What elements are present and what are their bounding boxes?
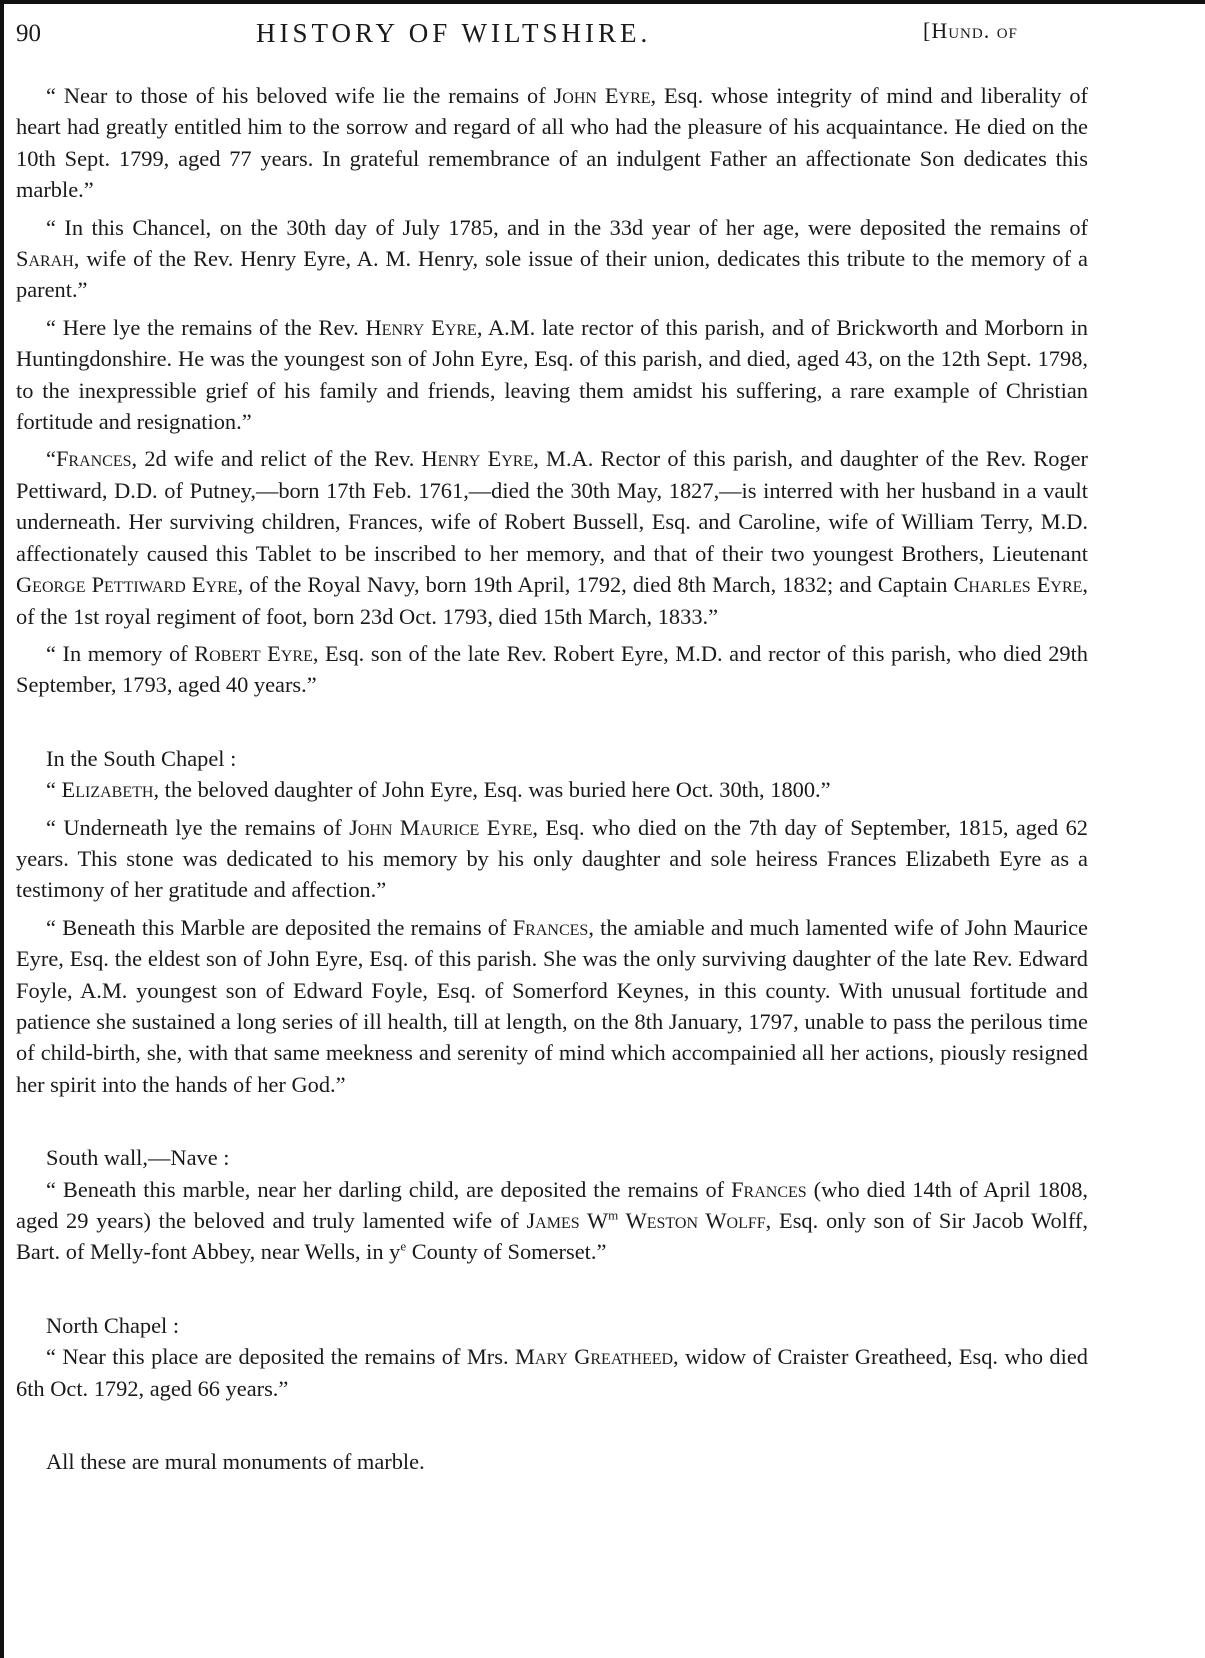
superscript: e [400, 1238, 407, 1254]
section-gap [16, 1274, 1088, 1310]
text: “ [46, 446, 56, 472]
section-gap [16, 707, 1088, 743]
page-body [16, 80, 1088, 1477]
inscription-robert-eyre [16, 638, 1088, 701]
text: , widow of Craister Greatheed, Esq. who died 6th Oct. 1792, aged 66 years.” [16, 1344, 1088, 1401]
person-name: John Maurice Eyre [349, 814, 533, 840]
person-name: Frances [55, 446, 132, 472]
inscription-mary-greatheed [16, 1341, 1088, 1404]
text: “ [46, 777, 62, 803]
section-heading-north-chapel: North Chapel : [46, 1312, 180, 1338]
section-gap [16, 1410, 1088, 1446]
person-name: Elizabeth [61, 777, 154, 803]
inscription-elizabeth-eyre [16, 774, 1088, 805]
page-header [16, 10, 1088, 56]
text: County of Somerset.” [406, 1239, 607, 1265]
text: , wife of the Rev. Henry Eyre, A. M. Henry, sole issue of their union, dedicates this tribute to the memory of a parent.” [16, 246, 1088, 303]
person-name: Henry Eyre [365, 314, 477, 340]
text: , Esq. only son of Sir Jacob Wolff, Bart. of Melly-font Abbey, near Wells, in y [16, 1208, 1088, 1265]
text: , the beloved daughter of John Eyre, Esq. was buried here Oct. 30th, 1800.” [153, 777, 831, 803]
text: , Esq. son of the late Rev. Robert Eyre, M.D. and rector of this parish, who died 29th September, 1793, aged 40 years.” [16, 640, 1089, 698]
text: “ In memory of [46, 640, 195, 666]
inscription-frances-foyle-eyre [16, 912, 1088, 1100]
text: “ Beneath this Marble are deposited the remains of [46, 914, 513, 940]
person-name: Mary Greatheed [514, 1344, 674, 1370]
superscript: m [608, 1207, 619, 1223]
text: , M.A. Rector of this parish, and daughter of the Rev. Roger Pettiward, D.D. of Putney,—born 17th Feb. 1761,—died the 30th May, 1827,—is interred with her husband in a vault underneath. Her surviving children, Frances, wife of Robert Bussell, Esq. and Caroline, wife of William Terry, M.D. affectionately caused this Tablet to be inscribed to her memory, and that of their two youngest Brothers, Lieutenant [16, 446, 1088, 566]
page-number: 90 [16, 20, 41, 47]
person-name: Charles Eyre [953, 572, 1083, 598]
text: (who died 14th of April 1808, aged 29 years) the beloved and truly lamented wife of [16, 1176, 1088, 1233]
person-name: Frances [731, 1176, 807, 1202]
person-name: Weston Wolff [618, 1208, 766, 1233]
text: , Esq. who died on the 7th day of September, 1815, aged 62 years. This stone was dedicated to his memory by his only daughter and sole heiress Frances Elizabeth Eyre as a testimony of her gratitude and affection.” [16, 814, 1088, 903]
scan-border-left [0, 0, 4, 1658]
text: , Esq. whose integrity of mind and liberality of heart had greatly entitled him to the sorrow and regard of all who had the pleasure of his acquaintance. He died on the 10th Sept. 1799, aged 77 years. In grateful remembrance of an indulgent Father an affectionate Son dedicates this marble.” [16, 83, 1089, 203]
inscription-john-eyre [16, 80, 1088, 206]
running-section: [Hund. of [923, 18, 1018, 43]
person-name: Sarah [16, 246, 74, 272]
text: “ Near to those of his beloved wife lie the remains of [46, 83, 554, 108]
person-name: James W [526, 1208, 609, 1233]
person-name: Robert Eyre [194, 640, 313, 666]
person-name: Henry Eyre [421, 446, 534, 472]
text: , 2d wife and relict of the Rev. [131, 446, 422, 472]
text: “ Near this place are deposited the remains of Mrs. [46, 1344, 515, 1370]
text: , of the Royal Navy, born 19th April, 1792, died 8th March, 1832; and Captain [237, 572, 954, 598]
person-name: John Eyre [553, 83, 651, 108]
inscription-henry-eyre [16, 312, 1088, 438]
inscription-john-maurice-eyre [16, 812, 1088, 906]
text: , the amiable and much lamented wife of John Maurice Eyre, Esq. the eldest son of John Eyre, Esq. of this parish. She was the only surviving daughter of the late Rev. Edward Foyle, A.M. youngest son of Edward Foyle, Esq. of Somerford Keynes, in this county. With unusual fortitude and patience she sustained a long series of ill health, till at length, on the 8th January, 1797, unable to pass the perilous time of child-birth, she, with that same meekness and serenity of mind which accompainied all her actions, piously resigned her spirit into the hands of her God.” [16, 914, 1088, 1097]
section-heading-south-wall: South wall,—Nave : [46, 1145, 230, 1171]
running-title: HISTORY OF WILTSHIRE. [256, 18, 652, 48]
text: “ Underneath lye the remains of [46, 814, 350, 840]
person-name: Frances [512, 914, 589, 940]
inscription-frances-wolff [16, 1174, 1088, 1268]
closing-remark: All these are mural monuments of marble. [46, 1449, 425, 1475]
inscription-sarah-eyre [16, 212, 1088, 306]
text: , A.M. late rector of this parish, and of Brickworth and Morborn in Huntingdonshire. He was the youngest son of John Eyre, Esq. of this parish, and died, aged 43, on the 12th Sept. 1798, to the inexpressible grief of his family and friends, leaving them amidst his suffering, a rare example of Christian fortitude and resignation.” [16, 314, 1089, 435]
text: “ Here lye the remains of the Rev. [46, 314, 366, 340]
person-name: George Pettiward Eyre [16, 572, 238, 598]
section-gap [16, 1106, 1088, 1142]
scan-border-top [0, 0, 1205, 4]
text: , of the 1st royal regiment of foot, born 23d Oct. 1793, died 15th March, 1833.” [16, 572, 1088, 629]
text: “ Beneath this marble, near her darling child, are deposited the remains of [46, 1176, 732, 1202]
book-page [16, 10, 1088, 1477]
section-heading-south-chapel: In the South Chapel : [46, 745, 237, 771]
inscription-frances-eyre [16, 443, 1088, 631]
text: “ In this Chancel, on the 30th day of July 1785, and in the 33d year of her age, were deposited the remains of [46, 214, 1088, 240]
